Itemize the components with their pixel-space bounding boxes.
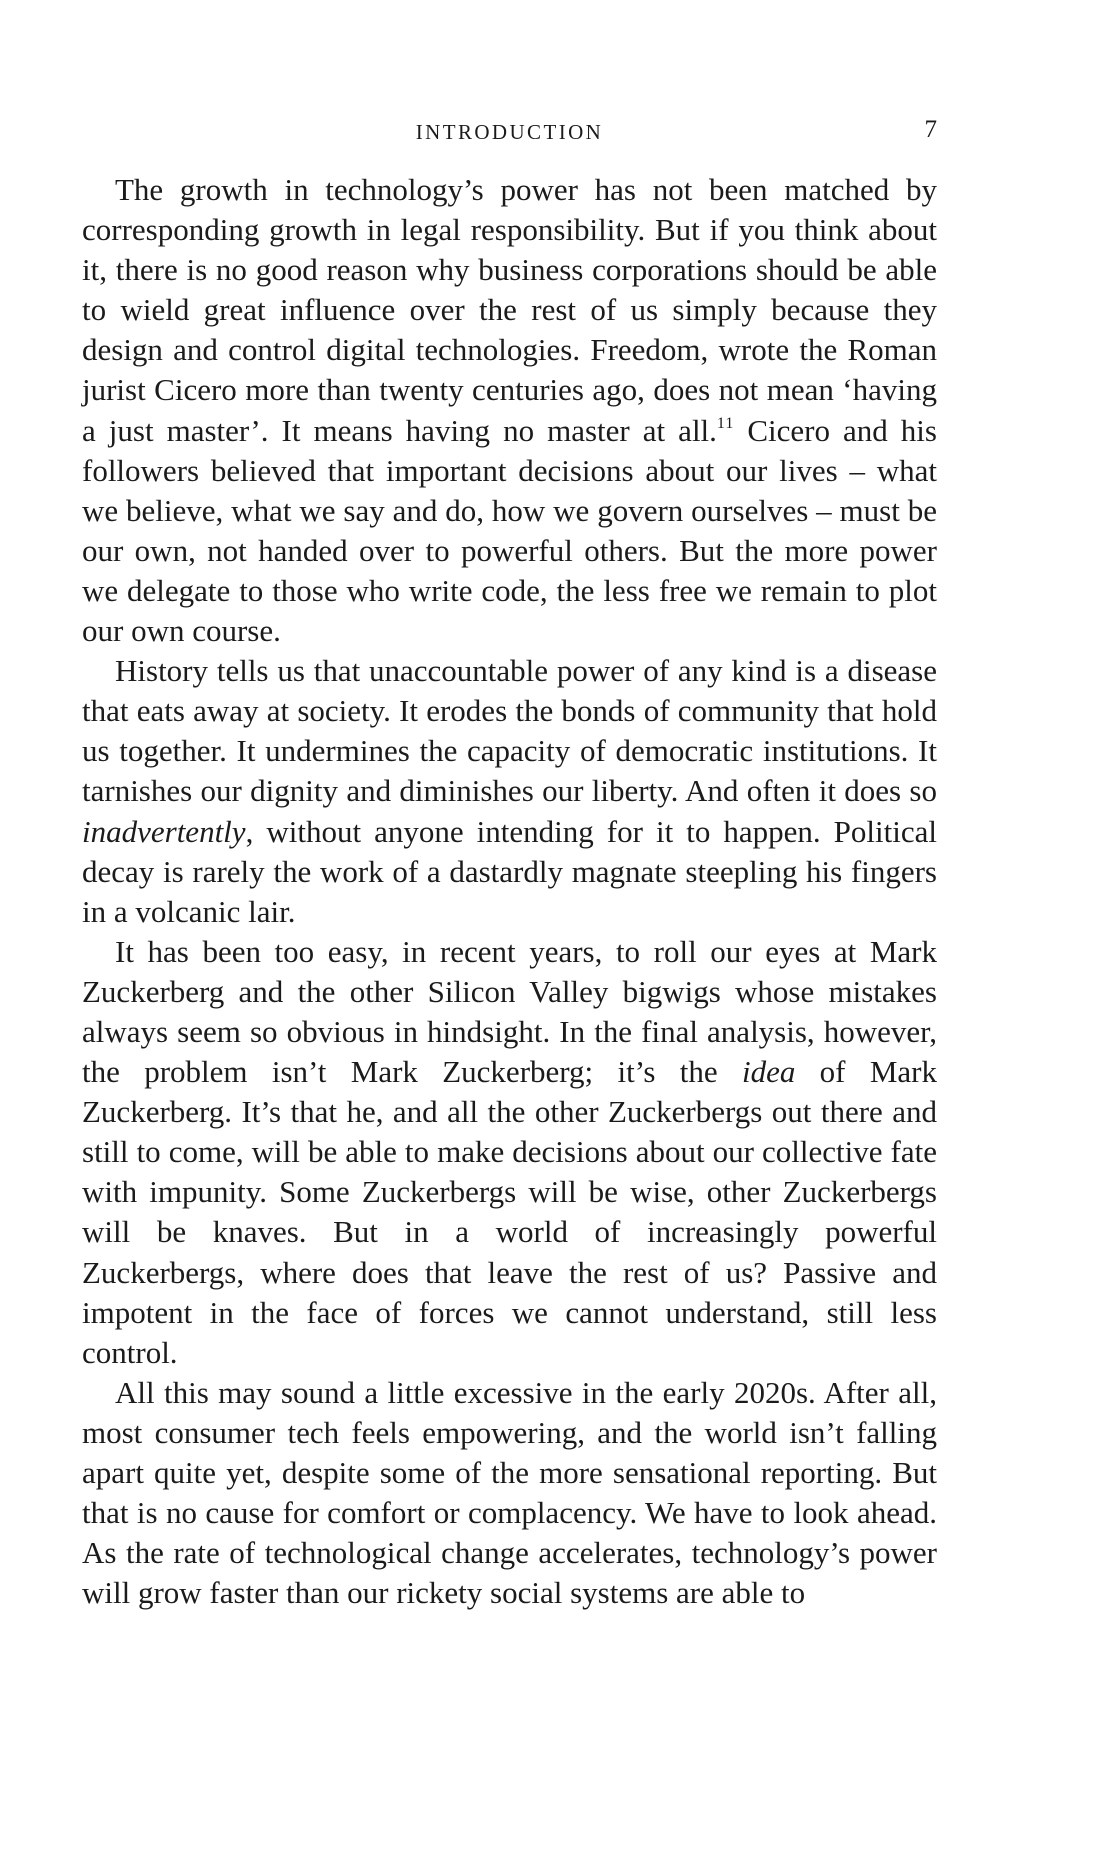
- running-title: INTRODUCTION: [415, 120, 604, 144]
- paragraph-3-text-1: It has been too easy, in recent years, to roll our eyes at Mark Zuckerberg and the other Silicon Valley bigwigs whose mistakes always seem so obvious in hindsight. In the final analysis, however, the problem isn’t Mark Zuckerberg; it’s the: [82, 933, 937, 1090]
- paragraph-2-text-1: History tells us that unaccountable power of any kind is a disease that eats away at society. It erodes the bonds of community that hold us together. It undermines the capacity of democratic institutions. It tarnishes our dignity and diminishes our liberty. And often it does so: [82, 653, 937, 809]
- paragraph-3-italic: idea: [741, 1054, 796, 1090]
- paragraph-4: [82, 1373, 937, 1614]
- paragraph-2-italic: inadvertently: [82, 813, 246, 849]
- paragraph-2-text-2: , without anyone intending for it to happen. Political decay is rarely the work of a dastardly magnate steepling his fingers in a volcanic lair.: [82, 813, 937, 929]
- paragraph-2: [82, 651, 937, 932]
- paragraph-1: [82, 170, 937, 651]
- running-head: [82, 117, 937, 147]
- body-text: [82, 170, 937, 1613]
- paragraph-4-text: All this may sound a little excessive in the early 2020s. After all, most consumer tech feels empowering, and the world isn’t falling apart quite yet, despite some of the more sensational reporting. But that is no cause for comfort or complacency. We have to look ahead. As the rate of technological change accelerates, technology’s power will grow faster than our rickety social systems are able to: [82, 1374, 937, 1611]
- paragraph-3-text-2: of Mark Zuckerberg. It’s that he, and all the other Zuckerbergs out there and still to come, will be able to make decisions about our collective fate with impunity. Some Zuckerbergs will be wise, other Zuckerbergs will be knaves. But in a world of increasingly powerful Zuckerbergs, where does that leave the rest of us? Passive and impotent in the face of forces we cannot understand, still less control.: [82, 1054, 937, 1370]
- paragraph-3: [82, 932, 937, 1373]
- footnote-reference: 11: [716, 414, 735, 432]
- paragraph-1-text-2: Cicero and his followers believed that important decisions about our lives – what we believe, what we say and do, how we govern ourselves – must be our own, not handed over to powerful others. But the more power we delegate to those who write code, the less free we remain to plot our own course.: [82, 412, 937, 649]
- paragraph-1-text-1: The growth in technology’s power has not been matched by corresponding growth in legal responsibility. But if you think about it, there is no good reason why business corporations should be able to wield great influence over the rest of us simply because they design and control digital technologies. Freedom, wrote the Roman jurist Cicero more than twenty centuries ago, does not mean ‘having a just master’. It means having no master at all.: [82, 172, 937, 448]
- page-number: 7: [924, 116, 937, 143]
